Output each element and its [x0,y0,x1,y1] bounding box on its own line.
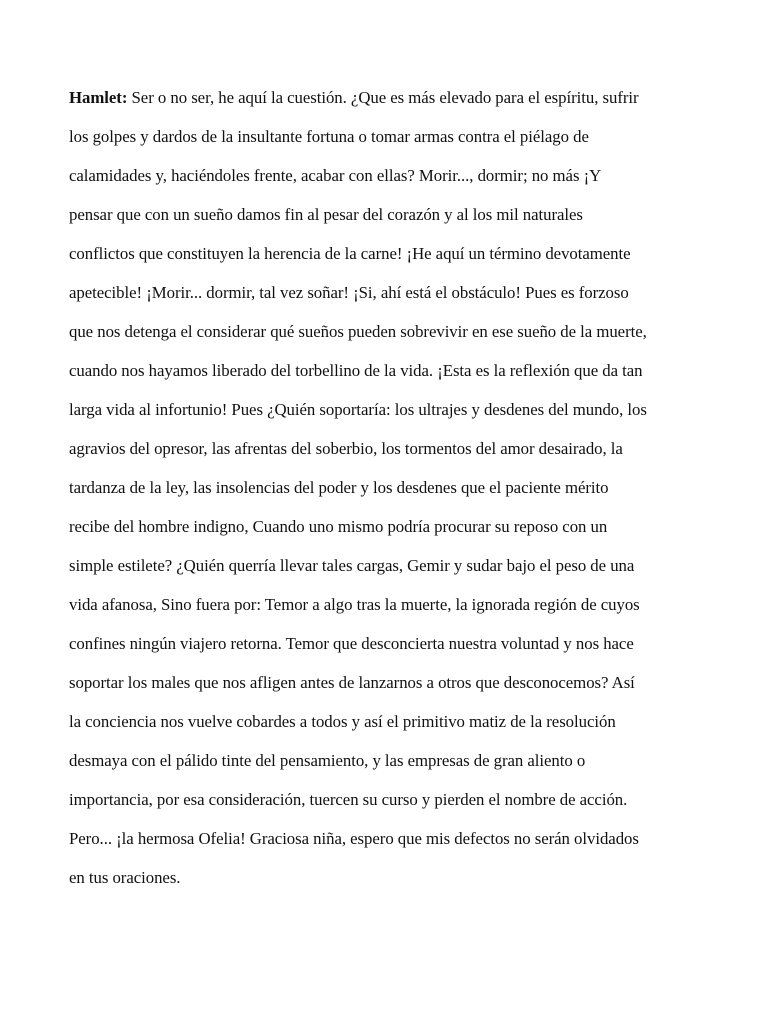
text-line-content: Ser o no ser, he aquí la cuestión. ¿Que es más elevado para el espíritu, sufrir [127,88,639,107]
text-line: apetecible! ¡Morir... dormir, tal vez soñar! ¡Si, ahí está el obstáculo! Pues es forzoso [69,283,629,302]
text-line: confines ningún viajero retorna. Temor que desconcierta nuestra voluntad y nos hace [69,634,634,653]
text-line: recibe del hombre indigno, Cuando uno mismo podría procurar su reposo con un [69,517,608,536]
text-line: desmaya con el pálido tinte del pensamiento, y las empresas de gran aliento o [69,751,586,770]
text-line: que nos detenga el considerar qué sueños pueden sobrevivir en ese sueño de la muerte, [69,322,647,341]
text-line: soportar los males que nos afligen antes de lanzarnos a otros que desconocemos? Así [69,673,635,692]
text-line: larga vida al infortunio! Pues ¿Quién soportaría: los ultrajes y desdenes del mundo, los [69,400,647,419]
text-line: pensar que con un sueño damos fin al pesar del corazón y al los mil naturales [69,205,583,224]
text-line: agravios del opresor, las afrentas del soberbio, los tormentos del amor desairado, la [69,439,623,458]
text-line: los golpes y dardos de la insultante fortuna o tomar armas contra el piélago de [69,127,589,146]
text-line: importancia, por esa consideración, tuercen su curso y pierden el nombre de acción. [69,790,628,809]
text-line: en tus oraciones. [69,868,181,887]
hamlet-monologue-paragraph [69,83,709,902]
text-line: tardanza de la ley, las insolencias del poder y los desdenes que el paciente mérito [69,478,609,497]
text-line: vida afanosa, Sino fuera por: Temor a algo tras la muerte, la ignorada región de cuyos [69,595,640,614]
speaker-label: Hamlet: [69,88,128,107]
text-line: Pero... ¡la hermosa Ofelia! Graciosa niña, espero que mis defectos no serán olvidados [69,829,639,848]
text-line: la conciencia nos vuelve cobardes a todos y así el primitivo matiz de la resolución [69,712,616,731]
text-line: conflictos que constituyen la herencia de la carne! ¡He aquí un término devotamente [69,244,631,263]
text-line: cuando nos hayamos liberado del torbellino de la vida. ¡Esta es la reflexión que da tan [69,361,643,380]
text-line: simple estilete? ¿Quién querría llevar tales cargas, Gemir y sudar bajo el peso de una [69,556,635,575]
text-line: calamidades y, haciéndoles frente, acabar con ellas? Morir..., dormir; no más ¡Y [69,166,602,185]
text-line [69,83,709,122]
